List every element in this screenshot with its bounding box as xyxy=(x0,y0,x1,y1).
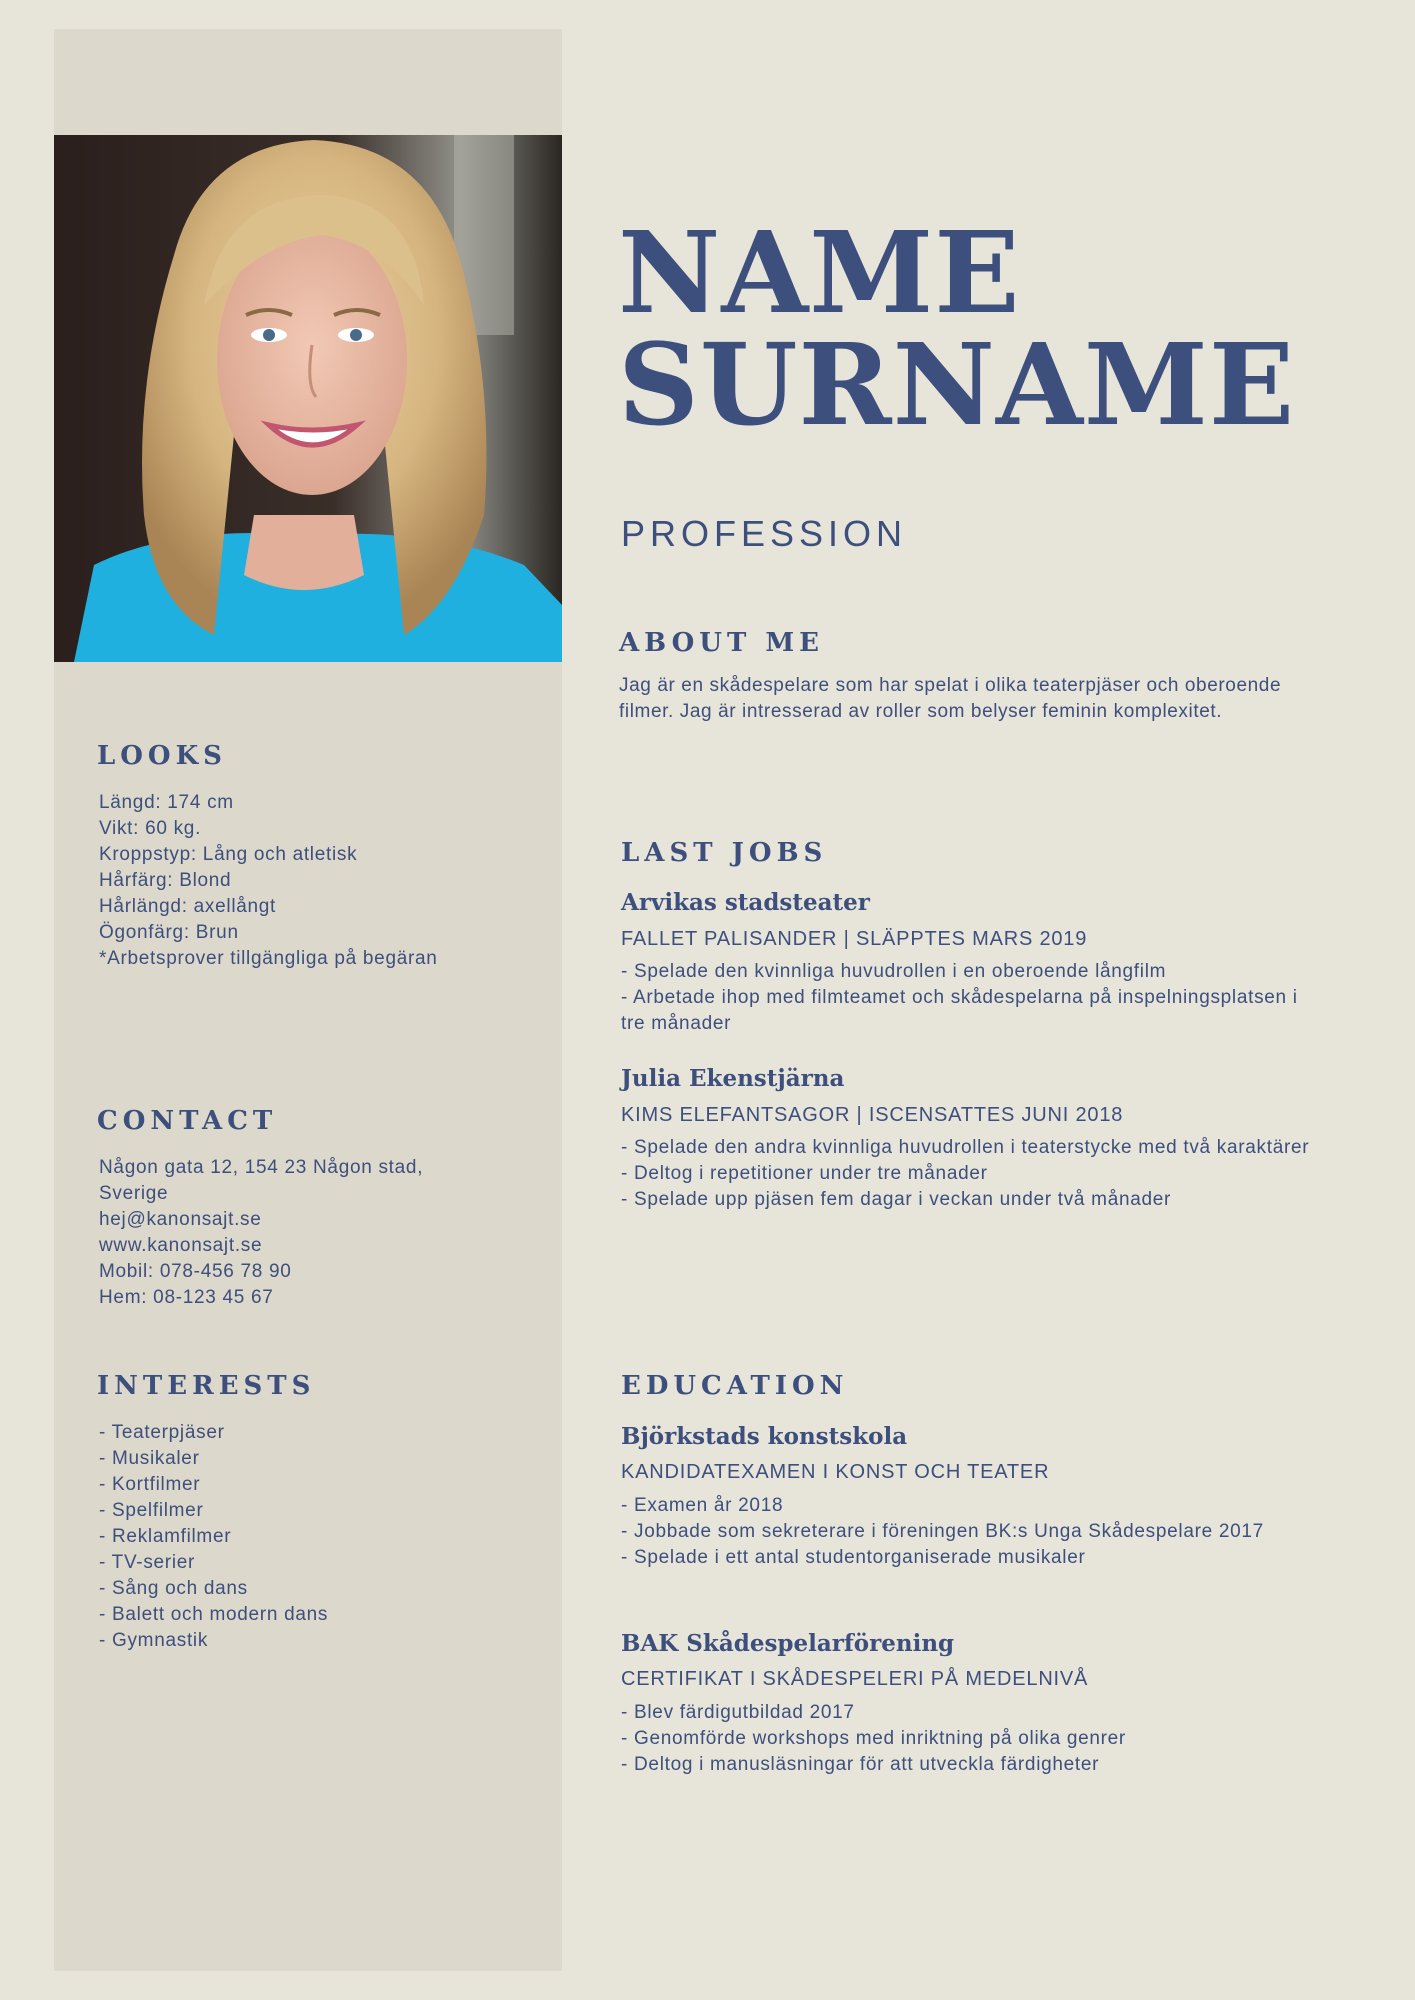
education-details xyxy=(621,1493,1264,1571)
list-item: Hårlängd: axellångt xyxy=(99,896,277,917)
looks-list xyxy=(99,790,438,972)
list-item: - Examen år 2018 xyxy=(621,1495,784,1516)
list-item: - Blev färdigutbildad 2017 xyxy=(621,1702,855,1723)
job-details xyxy=(621,1135,1309,1213)
list-item: - Sång och dans xyxy=(99,1578,248,1599)
list-item: Kroppstyp: Lång och atletisk xyxy=(99,844,358,865)
list-item: Längd: 174 cm xyxy=(99,792,234,813)
list-item: tre månader xyxy=(621,1013,732,1034)
education-school: BAK Skådespelarförening xyxy=(621,1630,955,1657)
list-item: - Deltog i manusläsningar för att utveckla färdigheter xyxy=(621,1754,1100,1775)
education-degree: KANDIDATEXAMEN I KONST OCH TEATER xyxy=(621,1461,1050,1483)
list-item: Ögonfärg: Brun xyxy=(99,922,239,943)
list-item: *Arbetsprover tillgängliga på begäran xyxy=(99,948,438,969)
interests-list xyxy=(99,1420,328,1654)
about-text: Jag är en skådespelare som har spelat i olika teaterpjäser och oberoende filmer. Jag är intresserad av roller som belyser feminin komplexitet. xyxy=(619,675,1282,722)
education-title: EDUCATION xyxy=(621,1371,849,1401)
contact-title: CONTACT xyxy=(97,1106,278,1136)
list-item: - Arbetade ihop med filmteamet och skådespelarna på inspelningsplatsen i xyxy=(621,987,1298,1008)
list-item: - Spelade den kvinnliga huvudrollen i en oberoende långfilm xyxy=(621,961,1167,982)
job-org: Arvikas stadsteater xyxy=(621,889,870,916)
mobile-phone: Mobil: 078-456 78 90 xyxy=(99,1261,292,1282)
list-item: - Teaterpjäser xyxy=(99,1422,225,1443)
list-item: Vikt: 60 kg. xyxy=(99,818,202,839)
interests-title: INTERESTS xyxy=(97,1371,316,1401)
home-phone: Hem: 08-123 45 67 xyxy=(99,1287,274,1308)
job-org: Julia Ekenstjärna xyxy=(621,1065,845,1092)
list-item: - Kortfilmer xyxy=(99,1474,201,1495)
address-line: Någon gata 12, 154 23 Någon stad, xyxy=(99,1157,424,1178)
address-line: Sverige xyxy=(99,1183,169,1204)
profession: PROFESSION xyxy=(621,513,908,554)
looks-title: LOOKS xyxy=(97,741,227,771)
job-details xyxy=(621,959,1298,1037)
list-item: Hårfärg: Blond xyxy=(99,870,232,891)
list-item: - Balett och modern dans xyxy=(99,1604,329,1625)
list-item: - Musikaler xyxy=(99,1448,200,1469)
full-name xyxy=(618,208,1296,451)
list-item: - Gymnastik xyxy=(99,1630,209,1651)
website-link[interactable]: www.kanonsajt.se xyxy=(99,1235,263,1256)
list-item: - Reklamfilmer xyxy=(99,1526,232,1547)
education-school: Björkstads konstskola xyxy=(621,1423,908,1450)
list-item: - Spelade upp pjäsen fem dagar i veckan under två månader xyxy=(621,1189,1172,1210)
profile-photo xyxy=(54,135,562,662)
education-degree: CERTIFIKAT I SKÅDESPELERI PÅ MEDELNIVÅ xyxy=(621,1668,1089,1690)
contact-list xyxy=(99,1155,423,1311)
jobs-title: LAST JOBS xyxy=(621,838,828,868)
job-production: KIMS ELEFANTSAGOR | ISCENSATTES JUNI 2018 xyxy=(621,1104,1124,1126)
list-item: - Spelade i ett antal studentorganiserade musikaler xyxy=(621,1547,1086,1568)
name-first: NAME xyxy=(618,208,1021,339)
about-title: ABOUT ME xyxy=(619,628,824,658)
job-production: FALLET PALISANDER | SLÄPPTES MARS 2019 xyxy=(621,928,1088,950)
email-link[interactable]: hej@kanonsajt.se xyxy=(99,1209,262,1230)
list-item: - Jobbade som sekreterare i föreningen BK:s Unga Skådespelare 2017 xyxy=(621,1521,1264,1542)
name-last: SURNAME xyxy=(618,320,1296,451)
list-item: - TV-serier xyxy=(99,1552,196,1573)
list-item: - Spelade den andra kvinnliga huvudrollen i teaterstycke med två karaktärer xyxy=(621,1137,1310,1158)
list-item: - Genomförde workshops med inriktning på olika genrer xyxy=(621,1728,1126,1749)
list-item: - Deltog i repetitioner under tre månader xyxy=(621,1163,988,1184)
education-details xyxy=(621,1700,1126,1778)
list-item: - Spelfilmer xyxy=(99,1500,204,1521)
